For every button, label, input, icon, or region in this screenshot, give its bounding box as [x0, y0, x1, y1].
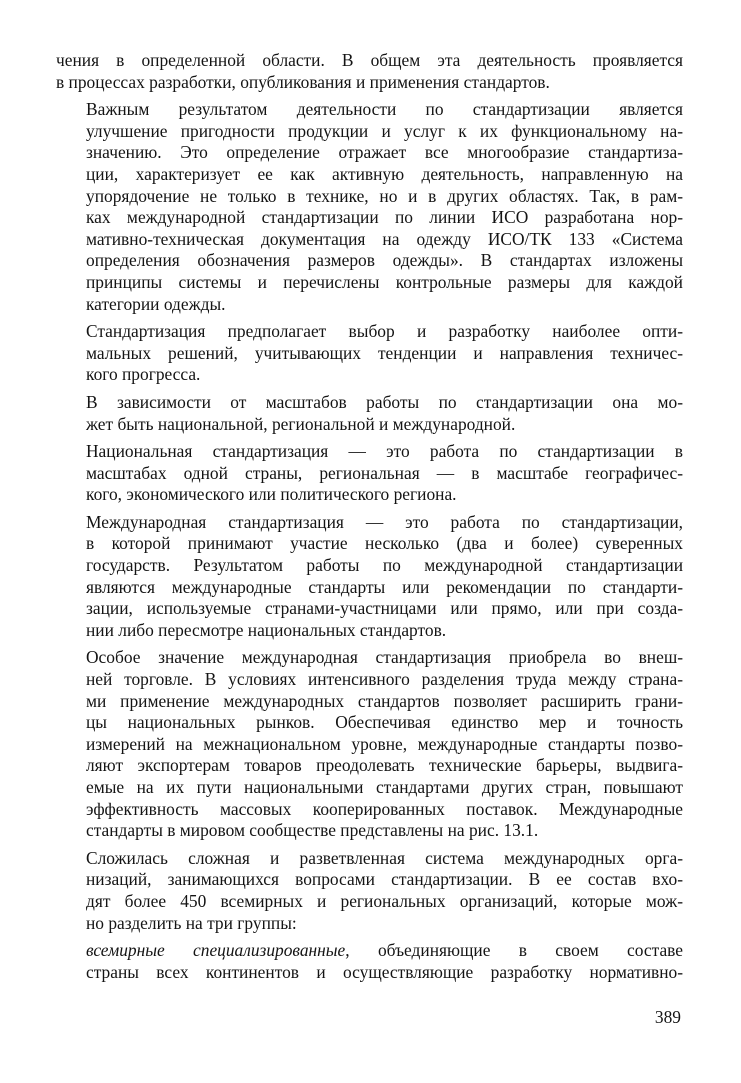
- text-line: государств. Результатом работы по международной стандартизации: [86, 555, 683, 576]
- text-line: в которой принимают участие несколько (два и более) суверенных: [86, 533, 683, 554]
- paragraph: [56, 647, 683, 841]
- text-line: ляют экспортерам товаров преодолевать технические барьеры, выдвига-: [86, 755, 683, 776]
- text-line: Сложилась сложная и разветвленная система международных орга-: [86, 847, 683, 868]
- text-line: ках международной стандартизации по линии ИСО разработана нор-: [86, 207, 683, 228]
- paragraph: [56, 512, 683, 642]
- text-line: упорядочение не только в технике, но и в других областях. Так, в рам-: [86, 185, 683, 206]
- text-line: страны всех континентов и осуществляющие разработку нормативно-: [86, 961, 683, 982]
- text-line: масштабах одной страны, региональная — в масштабе географичес-: [86, 462, 683, 483]
- text-line: Особое значение международная стандартизация приобрела во внеш-: [86, 647, 683, 668]
- text-line: ней торговле. В условиях интенсивного разделения труда между страна-: [86, 669, 683, 690]
- paragraph: [56, 441, 683, 506]
- text-line: кого, экономического или политического региона.: [86, 484, 457, 505]
- text-line: эффективность массовых кооперированных поставок. Международные: [86, 798, 683, 819]
- text-line: ми применение международных стандартов позволяет расширить грани-: [86, 690, 683, 711]
- text-line: емые на их пути национальными стандартами других стран, повышают: [86, 777, 683, 797]
- text-line: в процессах разработки, опубликования и применения стандартов.: [56, 71, 550, 92]
- text-line: дят более 450 всемирных и региональных организаций, которые мож-: [86, 890, 683, 911]
- text-line: кого прогресса.: [86, 364, 201, 385]
- paragraph: [56, 392, 683, 435]
- paragraph: [56, 99, 683, 315]
- text-line: категории одежды.: [86, 293, 226, 314]
- text-line: Национальная стандартизация — это работа по стандартизации в: [86, 441, 683, 462]
- text-line: жет быть национальной, региональной и международной.: [86, 413, 516, 434]
- page-number: 389: [654, 1007, 681, 1027]
- text-line: ции, характеризует ее как активную деятельность, направленную на: [86, 163, 683, 184]
- text-line: Международная стандартизация — это работа по стандартизации,: [86, 511, 683, 532]
- text-line: [86, 940, 683, 962]
- text-line: низаций, занимающихся вопросами стандартизации. В ее состав вхо-: [86, 869, 683, 890]
- italic-term: всемирные специализированные: [86, 940, 346, 961]
- text-line: В зависимости от масштабов работы по стандартизации она мо-: [86, 391, 683, 412]
- text-line: значению. Это определение отражает все многообразие стандартиза-: [86, 142, 683, 163]
- text-line: Стандартизация предполагает выбор и разработку наиболее опти-: [86, 321, 683, 342]
- body-text: [56, 50, 683, 934]
- text-line: измерений на межнациональном уровне, международные стандарты позво-: [86, 733, 683, 754]
- text-line: стандарты в мировом сообществе представлены на рис. 13.1.: [86, 820, 539, 841]
- text-line: мативно-техническая документация на одежду ИСО/ТК 133 «Система: [86, 228, 683, 249]
- text-line: цы национальных рынков. Обеспечивая единство мер и точность: [86, 712, 683, 733]
- paragraph-groups-item-1: [56, 940, 683, 983]
- text-line: но разделить на три группы:: [86, 912, 297, 933]
- paragraph: [56, 321, 683, 386]
- paragraph: [56, 848, 683, 934]
- text-line: являются международные стандарты или рекомендации по стандарти-: [86, 576, 683, 597]
- text-line: нии либо пересмотре национальных стандартов.: [86, 619, 447, 640]
- text-line: зации, используемые странами-участницами или прямо, или при созда-: [86, 598, 683, 619]
- line-rest: , объединяющие в своем составе: [345, 940, 683, 961]
- text-line: принципы системы и перечислены контрольные размеры для каждой: [86, 271, 683, 292]
- paragraph: [56, 50, 683, 93]
- text-line: улучшение пригодности продукции и услуг к их функциональному на-: [86, 120, 683, 141]
- text-line: чения в определенной области. В общем эта деятельность проявляется: [56, 50, 683, 70]
- text-line: определения обозначения размеров одежды». В стандартах изложены: [86, 250, 683, 271]
- text-line: мальных решений, учитывающих тенденции и направления техничес-: [86, 342, 683, 363]
- text-line: Важным результатом деятельности по стандартизации является: [86, 99, 683, 120]
